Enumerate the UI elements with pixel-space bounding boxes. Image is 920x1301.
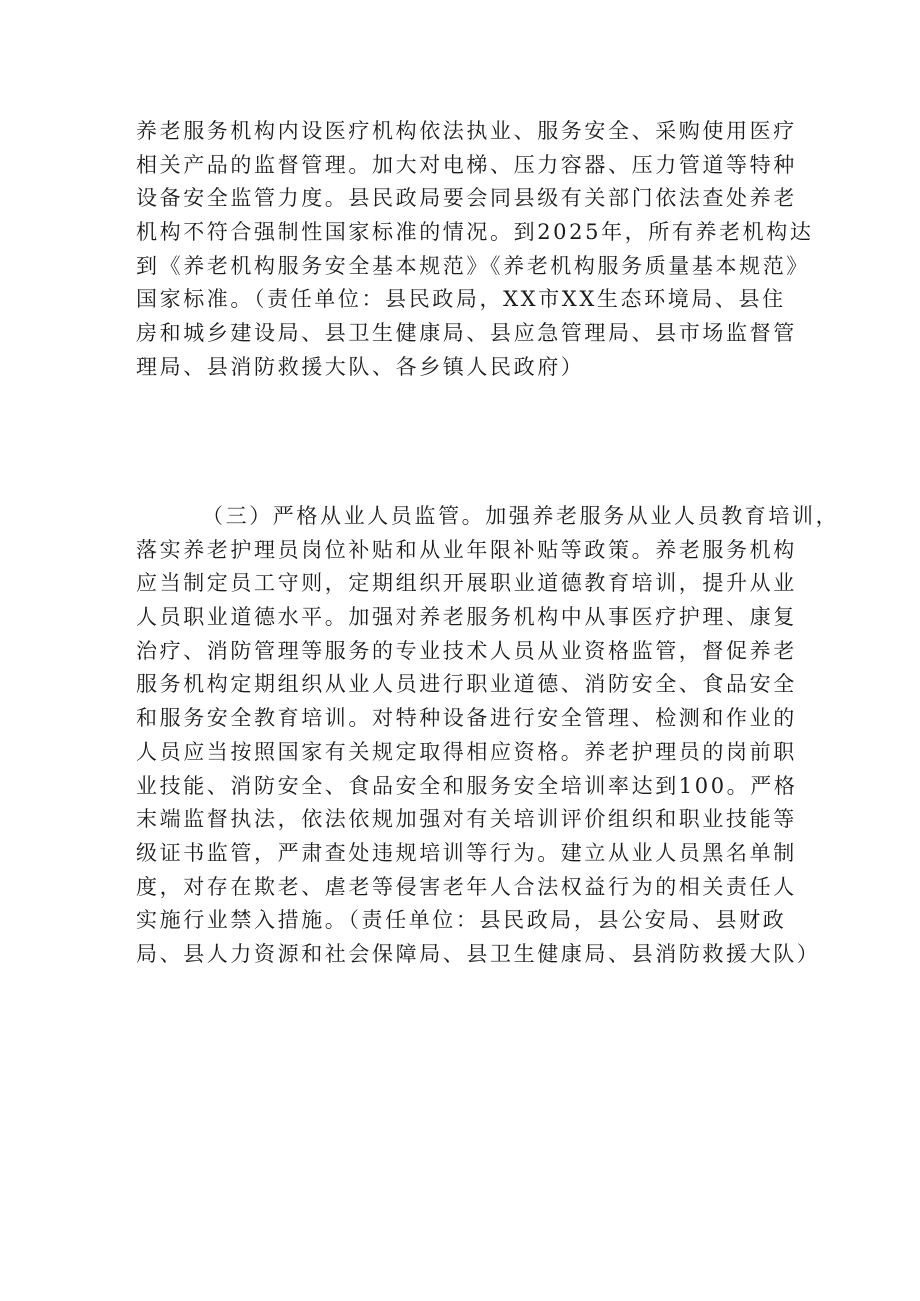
paragraph-line: 度，对存在欺老、虐老等侵害老年人合法权益行为的相关责任人 [136, 874, 797, 899]
paragraph-line: 机构不符合强制性国家标准的情况。到2025年，所有养老机构达 [136, 220, 814, 245]
paragraph-line: 局、县人力资源和社会保障局、县卫生健康局、县消防救援大队） [136, 941, 821, 966]
paragraph-line: 实施行业禁入措施。（责任单位：县民政局，县公安局、县财政 [136, 908, 787, 933]
paragraph-line: 和服务安全教育培训。对特种设备进行安全管理、检测和作业的 [136, 706, 797, 731]
paragraph-line: 服务机构定期组织从业人员进行职业道德、消防安全、食品安全 [136, 672, 797, 697]
paragraph-line: 落实养老护理员岗位补贴和从业年限补贴等政策。养老服务机构 [136, 537, 797, 562]
paragraph-line: 人员应当按照国家有关规定取得相应资格。养老护理员的岗前职 [136, 739, 797, 764]
paragraph-line: 业技能、消防安全、食品安全和服务安全培训率达到100。严格 [136, 773, 798, 798]
paragraph-line: 房和城乡建设局、县卫生健康局、县应急管理局、县市场监督管 [136, 321, 797, 346]
paragraph-line: 理局、县消防救援大队、各乡镇人民政府） [136, 354, 585, 379]
paragraph-line: 应当制定员工守则，定期组织开展职业道德教育培训，提升从业 [136, 571, 797, 596]
paragraph-line: 治疗、消防管理等服务的专业技术人员从业资格监管，督促养老 [136, 638, 797, 663]
paragraph-line: 末端监督执法，依法依规加强对有关培训评价组织和职业技能等 [136, 807, 797, 832]
paragraph-line: 人员职业道德水平。加强对养老服务机构中从事医疗护理、康复 [136, 605, 797, 630]
paragraph-line: 相关产品的监督管理。加大对电梯、压力容器、压力管道等特种 [136, 152, 797, 177]
paragraph-line: 到《养老机构服务安全基本规范》《养老机构服务质量基本规范》 [136, 253, 810, 278]
paragraph-1 [136, 115, 814, 385]
paragraph-2 [136, 500, 840, 972]
section-heading-line: （三）严格从业人员监管。加强养老服务从业人员教育培训， [202, 504, 840, 528]
paragraph-line: 养老服务机构内设医疗机构依法执业、服务安全、采购使用医疗 [136, 119, 797, 143]
paragraph-line: 设备安全监管力度。县民政局要会同县级有关部门依法查处养老 [136, 186, 797, 211]
paragraph-line: 级证书监管，严肃查处违规培训等行为。建立从业人员黑名单制 [136, 840, 797, 865]
paragraph-line: 国家标准。（责任单位：县民政局，XX市XX生态环境局、县住 [136, 287, 786, 312]
